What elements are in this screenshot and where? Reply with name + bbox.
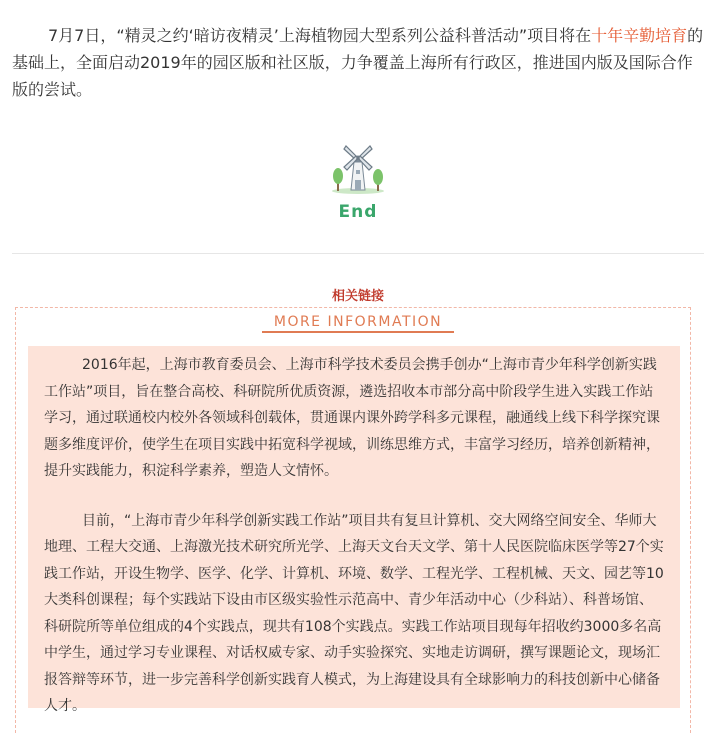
more-info-label: MORE INFORMATION: [262, 313, 454, 333]
info-paragraph: 2016年起，上海市教育委员会、上海市科学技术委员会携手创办“上海市青少年科学创新实践工作站”项目，旨在整合高校、科研院所优质资源，遴选招收本市部分高中阶段学生进入实践工作站学习，通过联通校内校外各领域科创载体，贯通课内课外跨学科多元课程，融通线上线下科学探究课题多维度评价，使学生在项目实践中拓宽科学视域，训练思维方式，丰富学习经历，培养创新精神，提升实践能力，积淀科学素养，塑造人文情怀。: [44, 357, 660, 479]
section-divider: [12, 253, 704, 254]
related-links-title: 相关链接: [331, 289, 384, 304]
more-info-box: [28, 346, 680, 714]
intro-highlight-link[interactable]: 十年辛勤培育: [591, 26, 688, 45]
info-paragraph: 目前，“上海市青少年科学创新实践工作站”项目共有复旦计算机、交大网络空间安全、华师大地理、工程大交通、上海激光技术研究所光学、上海天文台天文学、第十人民医院临床医学等27个实践工作站，开设生物学、医学、化学、计算机、环境、数学、工程光学、工程机械、天文、园艺等10大类科创课程；每个实践站下设由市区级实验性示范高中、青少年活动中心（少科站）、科普场馆、科研院所等单位组成的4个实践点，现共有108个实践点。实践工作站项目现每年招收约3000多名高中学生，通过学习专业课程、对话权威专家、动手实验探究、实地走访调研，撰写课题论文，现场汇报答辩等环节，进一步完善科学创新实践育人模式，为上海建设具有全球影响力的科技创新中心储备人才。: [44, 512, 664, 714]
intro-paragraph: [12, 22, 704, 103]
windmill-icon: [328, 140, 388, 198]
intro-text-before: 7月7日，“精灵之约‘暗访夜精灵’上海植物园大型系列公益科普活动”项目将在: [48, 26, 592, 45]
more-info-header: [0, 311, 716, 333]
end-label: End: [338, 202, 378, 222]
end-section: [318, 140, 398, 222]
intro-text-after: 的基础上，全面启动2019年的园区版和社区版，力争覆盖上海所有行政区，推进国内版及国际合作版的尝试。: [12, 26, 704, 99]
